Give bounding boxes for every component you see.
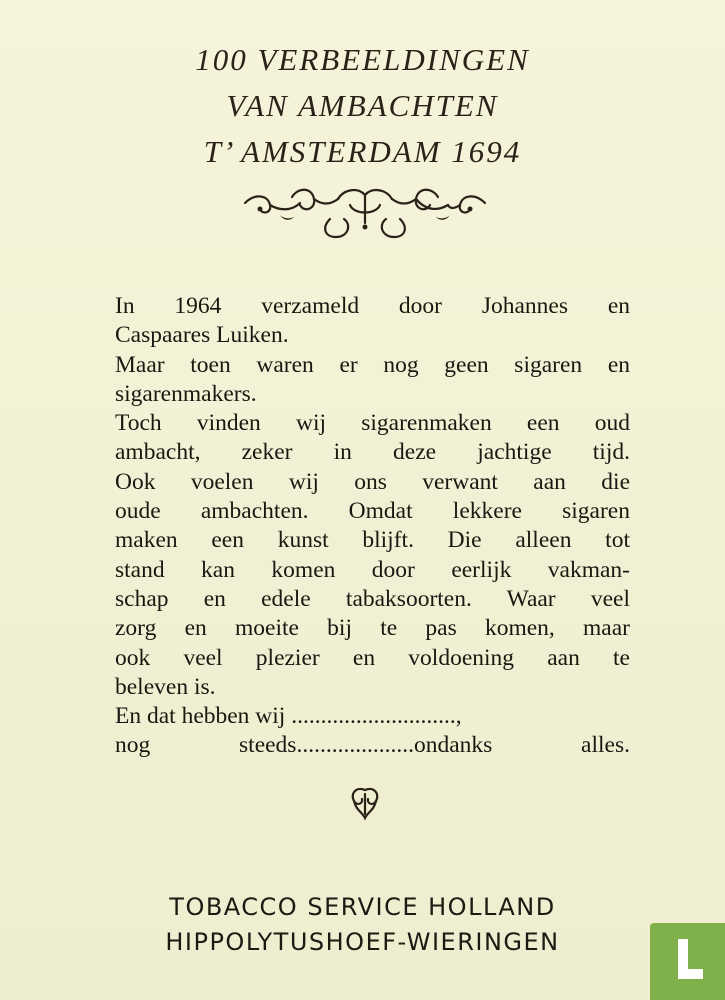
- body-line: schap en edele tabaksoorten. Waar veel: [115, 585, 630, 612]
- body-line: stand kan komen door eerlijk vakman-: [115, 556, 630, 583]
- body-line: ambacht, zeker in deze jachtige tijd.: [115, 439, 630, 466]
- body-line: maken een kunst blijft. Die alleen tot: [115, 527, 630, 554]
- body-line: Toch vinden wij sigarenmaken een oud: [115, 410, 630, 437]
- body-line: sigarenmakers.: [115, 380, 257, 407]
- body-line: Ook voelen wij ons verwant aan die: [115, 468, 630, 495]
- body-line: Caspaares Luiken.: [115, 322, 289, 349]
- body-line: oude ambachten. Omdat lekkere sigaren: [115, 498, 630, 525]
- body-line: Maar toen waren er nog geen sigaren en: [115, 351, 630, 378]
- body-line: ook veel plezier en voldoening aan te: [115, 644, 630, 671]
- publisher-address: HIPPOLYTUSHOEF-WIERINGEN: [165, 928, 560, 956]
- body-text: [115, 292, 630, 761]
- publisher-name: TOBACCO SERVICE HOLLAND: [169, 893, 556, 921]
- emblem-icon: [348, 784, 382, 822]
- title-line-3: T’ AMSTERDAM 1694: [203, 134, 522, 169]
- logo-mark-icon: [678, 939, 703, 979]
- title-line-1: 100 VERBEELDINGEN: [195, 42, 530, 77]
- body-line: nog steeds....................ondanks alles.: [115, 732, 630, 759]
- scroll-ornament-icon: [240, 175, 490, 245]
- body-line: beleven is.: [115, 673, 216, 700]
- body-line: En dat hebben wij ............................,: [115, 703, 462, 730]
- body-line: In 1964 verzameld door Johannes en: [115, 293, 630, 319]
- body-line: zorg en moeite bij te pas komen, maar: [115, 615, 630, 642]
- publisher-logo-icon: [650, 923, 725, 1000]
- title-line-2: VAN AMBACHTEN: [226, 88, 499, 123]
